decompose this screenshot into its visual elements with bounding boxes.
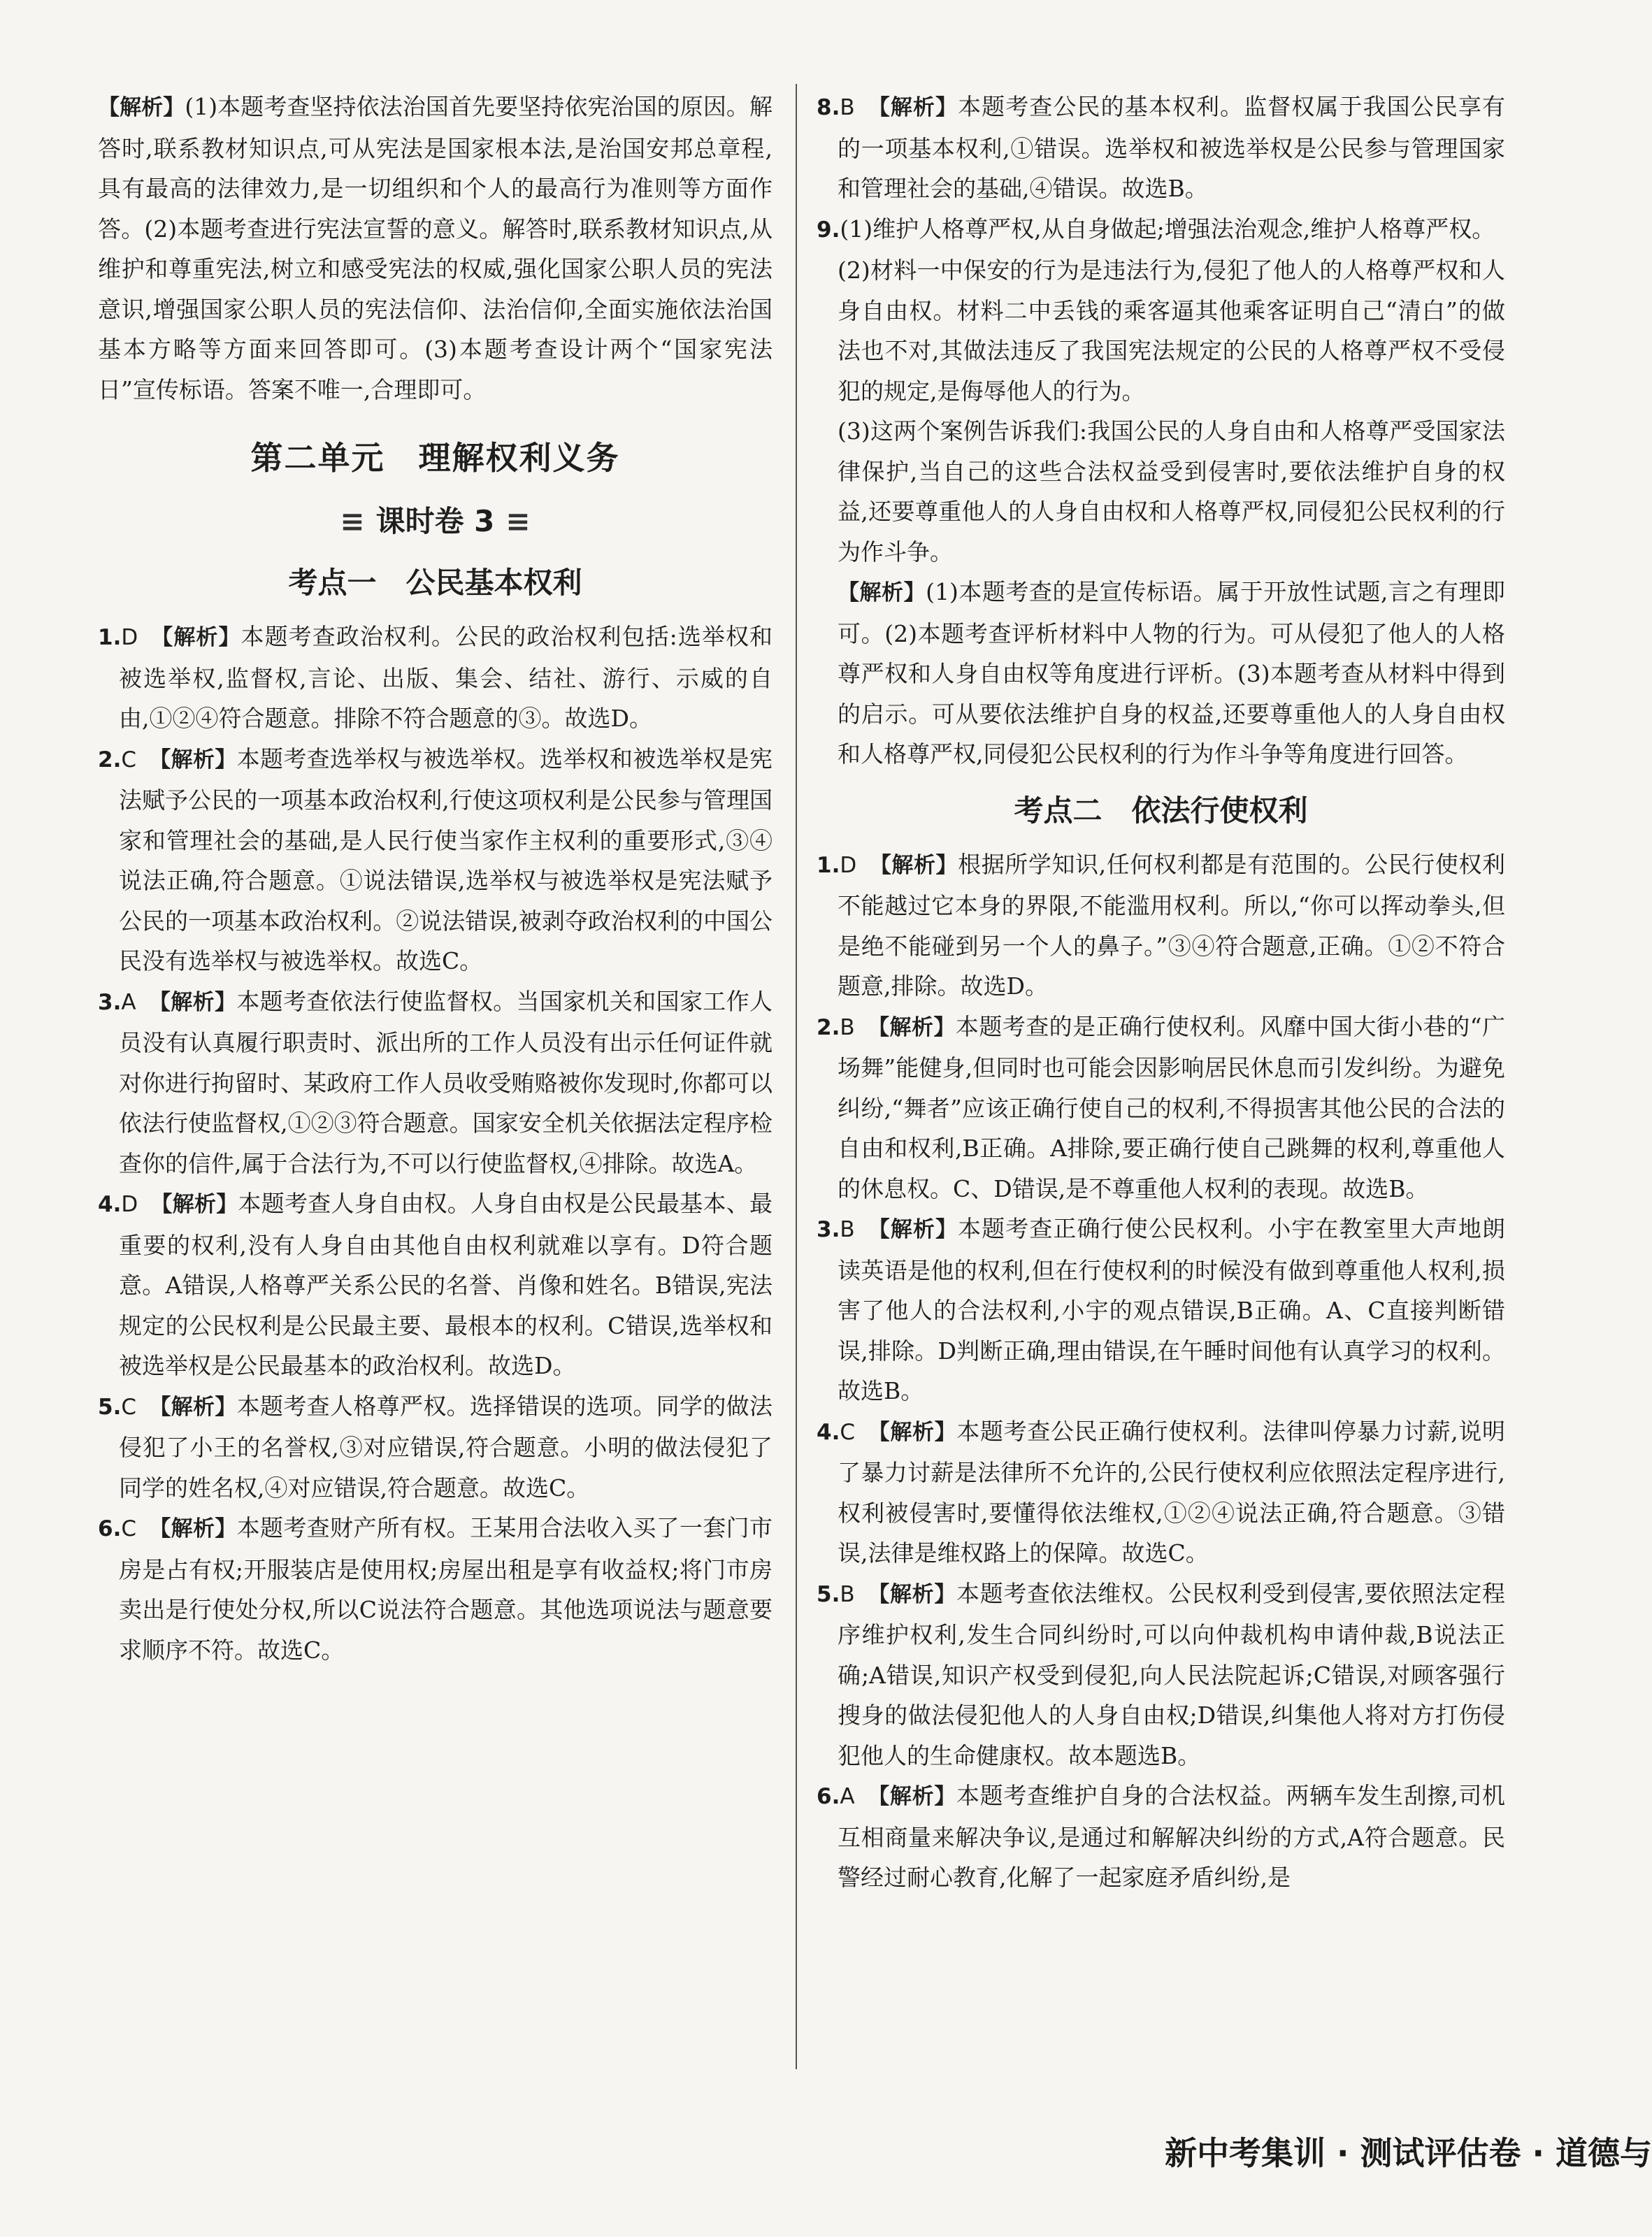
q9-part2: (2)材料一中保安的行为是违法行为,侵犯了他人的人格尊严权和人身自由权。材料二中丢钱的乘客逼其他乘客证明自己“清白”的做法也不对,其做法违反了我国宪法规定的公民的人格尊严权不受侵犯的规定,是侮辱他人的行为。 — [838, 257, 1505, 405]
analysis-tag: 【解析】 — [867, 1217, 958, 1242]
item-number: 6. — [817, 1784, 840, 1809]
item-number: 3. — [98, 989, 122, 1015]
item-number: 3. — [817, 1217, 840, 1242]
item-number: 2. — [98, 747, 122, 772]
item-answer: D — [121, 625, 138, 650]
kp2-title: 考点二 依法行使权利 — [1014, 793, 1308, 828]
item-answer: C — [121, 1516, 137, 1541]
item-answer: C — [121, 747, 137, 772]
item-answer: B — [840, 1217, 855, 1242]
answer-item — [817, 1574, 1505, 1776]
item-answer: B — [840, 1014, 855, 1040]
item-answer: C — [840, 1419, 856, 1445]
item-answer: B — [840, 1581, 855, 1607]
analysis-tag: 【解析】 — [150, 625, 241, 650]
analysis-tag: 【解析】 — [867, 1784, 956, 1809]
answer-item — [817, 844, 1505, 1007]
analysis-tag: 【解析】 — [867, 1581, 957, 1607]
analysis-text: (1)本题考查的是宣传标语。属于开放性试题,言之有理即可。(2)本题考查评析材料中人物的行为。可从侵犯了他人的人格尊严权和人身自由权等角度进行评析。(3)本题考查从材料中得到的启示。可从要依法维护自身的权益,还要尊重他人的人身自由权和人格尊严权,同侵犯公民权利的行为作斗争等角度进行回答。 — [838, 578, 1505, 768]
item-number: 4. — [817, 1419, 840, 1445]
item-answer: D — [840, 852, 857, 878]
analysis-tag: 【解析】 — [149, 747, 237, 772]
item-text: 本题考查依法行使监督权。当国家机关和国家工作人员没有认真履行职责时、派出所的工作人员没有出示任何证件就对你进行拘留时、某政府工作人员收受贿赂被你发现时,你都可以依法行使监督权,①②③符合题意。国家安全机关依据法定程序检查你的信件,属于合法行为,不可以行使监督权,④排除。故选A。 — [119, 987, 773, 1177]
item-number: 1. — [98, 625, 122, 650]
q9-part3: (3)这两个案例告诉我们:我国公民的人身自由和人格尊严受国家法律保护,当自己的这些合法权益受到侵害时,要依法维护自身的权益,还要尊重他人的人身自由权和人格尊严权,同侵犯公民权利的行为作斗争。 — [838, 417, 1505, 566]
item-number: 4. — [98, 1192, 122, 1217]
analysis-tag: 【解析】 — [148, 989, 237, 1015]
unit-title: 第二单元 理解权利义务 — [250, 439, 620, 477]
analysis-tag: 【解析】 — [868, 1419, 957, 1445]
item-answer: A — [121, 989, 136, 1015]
analysis-tag: 【解析】 — [838, 580, 926, 605]
answer-item — [98, 1508, 773, 1670]
item-text: 本题考查人格尊严权。选择错误的选项。同学的做法侵犯了小王的名誉权,③对应错误,符合题意。小明的做法侵犯了同学的姓名权,④对应错误,符合题意。故选C。 — [119, 1392, 773, 1502]
item-number: 9. — [817, 217, 840, 243]
item-number: 1. — [817, 852, 840, 878]
lesson-title-row — [98, 499, 773, 544]
column-divider — [796, 84, 797, 2069]
item-text: 根据所学知识,任何权利都是有范围的。公民行使权利不能越过它本身的界限,不能滥用权利。所以,“你可以挥动拳头,但是绝不能碰到另一个人的鼻子。”③④符合题意,正确。①②不符合题意,排除。故选D。 — [838, 850, 1505, 1000]
analysis-tag: 【解析】 — [149, 1516, 237, 1541]
kp1-title: 考点一 公民基本权利 — [288, 566, 582, 600]
item-number: 2. — [817, 1014, 840, 1040]
item-number: 5. — [817, 1581, 840, 1607]
q9-part1 — [817, 209, 1505, 251]
analysis-tag: 【解析】 — [149, 1394, 237, 1420]
page-footer: 新中考集训 · 测试评估卷 · 道德与 — [1165, 2134, 1652, 2172]
item-text: 本题考查的是正确行使权利。风靡中国大街小巷的“广场舞”能健身,但同时也可能会因影响居民休息而引发纠纷。为避免纠纷,“舞者”应该正确行使自己的权利,不得损害其他公民的合法的自由和权利,B正确。A排除,要正确行使自己跳舞的权利,尊重他人的休息权。C、D错误,是不尊重他人权利的表现。故选B。 — [838, 1012, 1506, 1202]
q9-analysis — [817, 572, 1505, 775]
item-text: 本题考查正确行使公民权利。小宇在教室里大声地朗读英语是他的权利,但在行使权利的时候没有做到尊重他人权利,损害了他人的合法权利,小宇的观点错误,B正确。A、C直接判断错误,排除。D判断正确,理由错误,在午睡时间他有认真学习的权利。故选B。 — [838, 1215, 1506, 1404]
item-text: 本题考查公民的基本权利。监督权属于我国公民享有的一项基本权利,①错误。选举权和被选举权是公民参与管理国家和管理社会的基础,④错误。故选B。 — [838, 93, 1506, 202]
item-answer: C — [121, 1394, 137, 1420]
right-column — [817, 87, 1505, 1898]
item-text: 本题考查维护自身的合法权益。两辆车发生刮擦,司机互相商量来解决争议,是通过和解解决纠纷的方式,A符合题意。民警经过耐心教育,化解了一起家庭矛盾纠纷,是 — [838, 1782, 1506, 1891]
analysis-text: (1)本题考查坚持依法治国首先要坚持依宪治国的原因。解答时,联系教材知识点,可从宪法是国家根本法,是治国安邦总章程,具有最高的法律效力,是一切组织和个人的最高行为准则等方面作答。(2)本题考查进行宪法宣誓的意义。解答时,联系教材知识点,从维护和尊重宪法,树立和感受宪法的权威,强化国家公职人员的宪法意识,增强国家公职人员的宪法信仰、法治信仰,全面实施依法治国基本方略等方面来回答即可。(3)本题考查设计两个“国家宪法日”宣传标语。答案不唯一,合理即可。 — [98, 93, 773, 403]
answer-item — [817, 87, 1505, 209]
lesson-title: 课时卷 3 — [375, 504, 495, 538]
answer-item — [98, 981, 773, 1184]
item-answer: D — [121, 1192, 138, 1217]
analysis-tag: 【解析】 — [869, 852, 958, 878]
analysis-tag: 【解析】 — [150, 1192, 238, 1217]
answer-item — [817, 1007, 1505, 1209]
answer-item — [817, 1209, 1505, 1411]
item-text: 本题考查政治权利。公民的政治权利包括:选举权和被选举权,监督权,言论、出版、集会、结社、游行、示威的自由,①②④符合题意。排除不符合题意的③。故选D。 — [119, 623, 773, 732]
left-column — [98, 87, 773, 1670]
lesson-rule-right: ≡ — [505, 504, 531, 538]
item-text: 本题考查公民正确行使权利。法律叫停暴力讨薪,说明了暴力讨薪是法律所不允许的,公民行使权利应依照法定程序进行,权利被侵害时,要懂得依法维权,①②④说法正确,符合题意。③错误,法律是维权路上的保障。故选C。 — [838, 1417, 1506, 1567]
analysis-tag: 【解析】 — [867, 95, 958, 120]
item-text: 本题考查人身自由权。人身自由权是公民最基本、最重要的权利,没有人身自由其他自由权利就难以享有。D符合题意。A错误,人格尊严关系公民的名誉、肖像和姓名。B错误,宪法规定的公民权利是公民最主要、最根本的权利。C错误,选举权和被选举权是公民最基本的政治权利。故选D。 — [119, 1190, 773, 1379]
q9-text: (1)维护人格尊严权,从自身做起;增强法治观念,维护人格尊严权。 — [840, 215, 1495, 243]
item-text: 本题考查依法维权。公民权利受到侵害,要依照法定程序维护权利,发生合同纠纷时,可以向仲裁机构申请仲裁,B说法正确;A错误,知识产权受到侵犯,向人民法院起诉;C错误,对顾客强行搜身的做法侵犯他人的人身自由权;D错误,纠集他人将对方打伤侵犯他人的生命健康权。故本题选B。 — [838, 1579, 1505, 1769]
item-number: 6. — [98, 1516, 122, 1541]
analysis-tag: 【解析】 — [867, 1014, 956, 1040]
analysis-tag: 【解析】 — [98, 95, 185, 120]
item-answer: A — [840, 1784, 855, 1809]
lesson-rule-left: ≡ — [340, 504, 365, 538]
answer-item — [817, 1776, 1505, 1898]
item-text: 本题考查财产所有权。王某用合法收入买了一套门市房是占有权;开服装店是使用权;房屋出租是享有收益权;将门市房卖出是行使处分权,所以C说法符合题意。其他选项说法与题意要求顺序不符。故选C。 — [119, 1514, 773, 1664]
item-answer: B — [840, 95, 855, 120]
item-number: 8. — [817, 95, 840, 120]
item-number: 5. — [98, 1394, 122, 1420]
answer-item — [98, 617, 773, 739]
answer-item — [98, 1184, 773, 1386]
answer-item — [817, 1411, 1505, 1574]
answer-item — [98, 739, 773, 981]
item-text: 本题考查选举权与被选举权。选举权和被选举权是宪法赋予公民的一项基本政治权利,行使这项权利是公民参与管理国家和管理社会的基础,是人民行使当家作主权利的重要形式,③④说法正确,符合题意。①说法错误,选举权与被选举权是宪法赋予公民的一项基本政治权利。②说法错误,被剥夺政治权利的中国公民没有选举权与被选举权。故选C。 — [119, 745, 773, 974]
answer-item — [98, 1386, 773, 1509]
intro-analysis — [98, 87, 773, 410]
